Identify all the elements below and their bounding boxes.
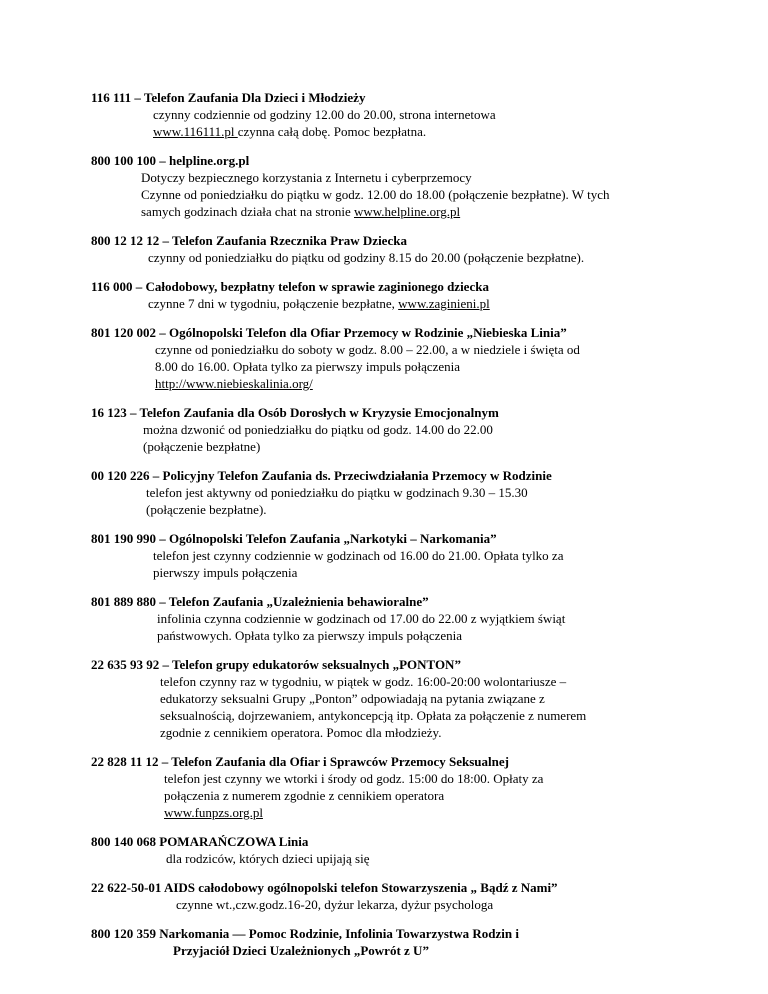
website-link[interactable]: http://www.niebieskalinia.org/ — [155, 376, 313, 391]
description-line: telefon jest aktywny od poniedziałku do piątku w godzinach 9.30 – 15.30 — [146, 485, 528, 500]
helpline-description — [91, 896, 731, 913]
helpline-entry — [91, 753, 731, 821]
helpline-entry — [91, 833, 731, 867]
description-line: państwowych. Opłata tylko za pierwszy impuls połączenia — [157, 628, 463, 643]
helpline-title: 801 120 002 – Ogólnopolski Telefon dla Ofiar Przemocy w Rodzinie „Niebieska Linia” — [91, 325, 567, 340]
helpline-title: 801 190 990 – Ogólnopolski Telefon Zaufania „Narkotyki – Narkomania” — [91, 531, 497, 546]
helpline-description — [91, 770, 731, 821]
helpline-entry — [91, 656, 731, 741]
description-line — [153, 123, 731, 140]
helpline-entry — [91, 467, 731, 518]
helpline-title: 16 123 – Telefon Zaufania dla Osób Dorosłych w Kryzysie Emocjonalnym — [91, 405, 499, 420]
link-line-text: czynna całą dobę. Pomoc bezpłatna. — [237, 124, 427, 139]
helpline-entry — [91, 879, 731, 913]
description-line — [164, 804, 731, 821]
description-line: czynny codziennie od godziny 12.00 do 20.00, strona internetowa — [153, 107, 496, 122]
helpline-description — [91, 249, 731, 266]
description-line: dla rodziców, których dzieci upijają się — [166, 851, 370, 866]
description-line — [141, 203, 731, 220]
helpline-title: 22 635 93 92 – Telefon grupy edukatorów seksualnych „PONTON” — [91, 657, 461, 672]
helpline-title: 00 120 226 – Policyjny Telefon Zaufania ds. Przeciwdziałania Przemocy w Rodzinie — [91, 468, 552, 483]
description-line: czynne wt.,czw.godz.16-20, dyżur lekarza, dyżur psychologa — [176, 897, 494, 912]
website-link[interactable]: www.helpline.org.pl — [353, 204, 461, 219]
description-line: (połączenie bezpłatne) — [143, 439, 261, 454]
description-line: telefon jest czynny codziennie w godzinach od 16.00 do 21.00. Opłata tylko za — [153, 548, 564, 563]
helpline-title: 800 12 12 12 – Telefon Zaufania Rzecznika Praw Dziecka — [91, 233, 407, 248]
description-line: czynne od poniedziałku do soboty w godz. 8.00 – 22.00, a w niedziele i święta od — [155, 342, 580, 357]
website-link[interactable]: www.116111.pl — [153, 124, 238, 139]
helpline-title: 800 140 068 POMARAŃCZOWA Linia — [91, 834, 309, 849]
description-line: pierwszy impuls połączenia — [153, 565, 298, 580]
helpline-description — [91, 673, 731, 741]
description-line: połączenia z numerem zgodnie z cennikiem operatora — [164, 788, 445, 803]
helpline-entry — [91, 324, 731, 392]
helpline-description — [91, 484, 731, 518]
helpline-entry — [91, 152, 731, 220]
helpline-title: 116 000 – Całodobowy, bezpłatny telefon w sprawie zaginionego dziecka — [91, 279, 489, 294]
helpline-title: 801 889 880 – Telefon Zaufania „Uzależnienia behawioralne” — [91, 594, 429, 609]
link-line-text: samych godzinach działa chat na stronie — [141, 204, 354, 219]
description-line: (połączenie bezpłatne). — [146, 502, 267, 517]
title-line: Przyjaciół Dzieci Uzależnionych „Powrót z U” — [173, 943, 429, 958]
helpline-entry — [91, 925, 731, 959]
description-line: można dzwonić od poniedziałku do piątku od godz. 14.00 do 22.00 — [143, 422, 493, 437]
helpline-title — [91, 925, 731, 959]
website-link[interactable]: www.funpzs.org.pl — [164, 805, 263, 820]
helpline-entry — [91, 530, 731, 581]
description-line: 8.00 do 16.00. Opłata tylko za pierwszy impuls połączenia — [155, 359, 461, 374]
helpline-description — [91, 295, 731, 312]
helpline-entry — [91, 232, 731, 266]
description-line: telefon jest czynny we wtorki i środy od godz. 15:00 do 18:00. Opłaty za — [164, 771, 544, 786]
helpline-title: 22 622-50-01 AIDS całodobowy ogólnopolski telefon Stowarzyszenia „ Bądź z Nami” — [91, 880, 558, 895]
description-line: zgodnie z cennikiem operatora. Pomoc dla młodzieży. — [160, 725, 442, 740]
helpline-description — [91, 610, 731, 644]
helpline-entry — [91, 89, 731, 140]
description-line: Dotyczy bezpiecznego korzystania z Internetu i cyberprzemocy — [141, 170, 472, 185]
description-line: edukatorzy seksualni Grupy „Ponton” odpowiadają na pytania związane z — [160, 691, 545, 706]
helpline-title: 22 828 11 12 – Telefon Zaufania dla Ofiar i Sprawców Przemocy Seksualnej — [91, 754, 509, 769]
helpline-description — [91, 421, 731, 455]
helpline-entry — [91, 593, 731, 644]
description-line — [155, 375, 731, 392]
link-line-text: czynne 7 dni w tygodniu, połączenie bezpłatne, — [148, 296, 399, 311]
website-link[interactable]: www.zaginieni.pl — [398, 296, 490, 311]
document-body — [91, 89, 731, 971]
description-line — [148, 295, 731, 312]
description-line: infolinia czynna codziennie w godzinach od 17.00 do 22.00 z wyjątkiem świąt — [157, 611, 566, 626]
description-line: czynny od poniedziałku do piątku od godziny 8.15 do 20.00 (połączenie bezpłatne). — [148, 250, 585, 265]
helpline-entry — [91, 278, 731, 312]
helpline-entry — [91, 404, 731, 455]
helpline-title: 116 111 – Telefon Zaufania Dla Dzieci i Młodzieży — [91, 90, 366, 105]
helpline-description — [91, 169, 731, 220]
description-line: seksualnością, dojrzewaniem, antykoncepcją itp. Opłata za połączenie z numerem — [160, 708, 587, 723]
helpline-description — [91, 547, 731, 581]
description-line: telefon czynny raz w tygodniu, w piątek w godz. 16:00-20:00 wolontariusze – — [160, 674, 567, 689]
helpline-title: 800 100 100 – helpline.org.pl — [91, 153, 250, 168]
helpline-description — [91, 341, 731, 392]
helpline-description — [91, 850, 731, 867]
title-line: 800 120 359 Narkomania — Pomoc Rodzinie, Infolinia Towarzystwa Rodzin i — [91, 926, 519, 941]
description-line: Czynne od poniedziałku do piątku w godz. 12.00 do 18.00 (połączenie bezpłatne). W tych — [141, 187, 610, 202]
helpline-description — [91, 106, 731, 140]
